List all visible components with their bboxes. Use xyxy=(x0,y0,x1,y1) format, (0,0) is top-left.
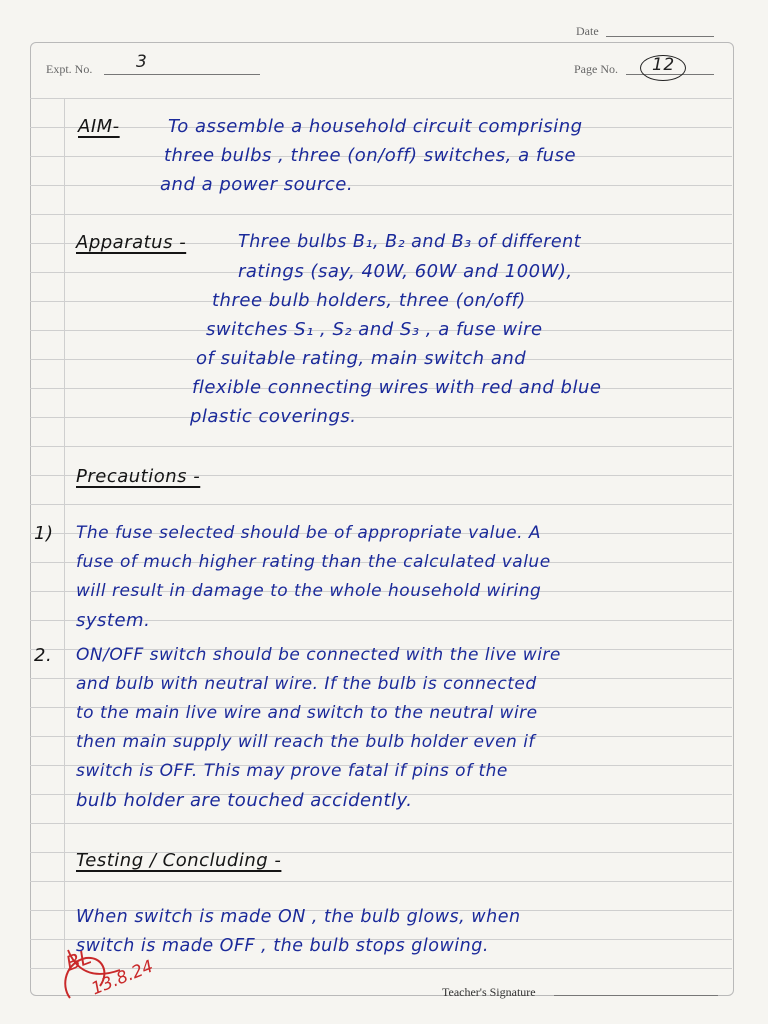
page-label: Page No. xyxy=(574,62,618,76)
precaution-line: to the main live wire and switch to the neutral wire xyxy=(76,703,538,723)
expt-label: Expt. No. xyxy=(46,62,93,76)
rule-line xyxy=(30,881,732,882)
rule-line xyxy=(30,504,732,505)
rule-line xyxy=(30,446,732,447)
precaution-line: switch is OFF. This may prove fatal if pins of the xyxy=(76,761,508,781)
precaution-line: and bulb with neutral wire. If the bulb is connected xyxy=(76,674,537,694)
apparatus-line: three bulb holders, three (on/off) xyxy=(212,290,526,311)
rule-line xyxy=(30,185,732,186)
apparatus-line: Three bulbs B₁, B₂ and B₃ of different xyxy=(238,232,582,252)
date-line xyxy=(606,36,714,37)
rule-line xyxy=(30,823,732,824)
testing-heading: Testing / Concluding - xyxy=(76,850,282,871)
rule-line xyxy=(30,417,732,418)
rule-line xyxy=(30,214,732,215)
precaution-line: system. xyxy=(76,610,151,631)
apparatus-line: plastic coverings. xyxy=(190,406,357,427)
apparatus-line: flexible connecting wires with red and blue xyxy=(192,377,602,398)
precaution-line: fuse of much higher rating than the calculated value xyxy=(76,552,551,572)
expt-line xyxy=(104,74,260,75)
aim-heading: AIM- xyxy=(78,116,120,137)
precaution-line: The fuse selected should be of appropriate value. A xyxy=(76,523,542,543)
teacher-signature-line xyxy=(554,995,718,996)
precautions-heading: Precautions - xyxy=(76,466,201,487)
precaution-line: bulb holder are touched accidently. xyxy=(76,790,413,811)
precaution-number: 2. xyxy=(34,645,53,666)
precaution-line: ON/OFF switch should be connected with the live wire xyxy=(76,645,561,665)
teacher-initials: BL xyxy=(62,944,95,976)
page-number: 12 xyxy=(652,55,675,75)
testing-line: When switch is made ON , the bulb glows, when xyxy=(76,907,521,927)
aim-line: and a power source. xyxy=(160,174,354,195)
precaution-number: 1) xyxy=(34,523,54,544)
precaution-line: then main supply will reach the bulb holder even if xyxy=(76,732,535,752)
date-label: Date xyxy=(576,24,599,38)
testing-line: switch is made OFF , the bulb stops glowing. xyxy=(76,936,489,956)
teacher-signature-label: Teacher's Signature xyxy=(442,985,536,999)
aim-line: three bulbs , three (on/off) switches, a fuse xyxy=(164,145,577,166)
apparatus-line: switches S₁ , S₂ and S₃ , a fuse wire xyxy=(206,319,543,340)
precaution-line: will result in damage to the whole household wiring xyxy=(76,581,542,601)
apparatus-heading: Apparatus - xyxy=(76,232,187,253)
teacher-date: 13.8.24 xyxy=(88,956,157,1000)
expt-number: 3 xyxy=(136,52,148,72)
apparatus-line: ratings (say, 40W, 60W and 100W), xyxy=(238,261,573,282)
aim-line: To assemble a household circuit comprising xyxy=(168,116,583,137)
apparatus-line: of suitable rating, main switch and xyxy=(196,348,527,369)
margin-line xyxy=(64,98,65,968)
rule-line xyxy=(30,98,732,99)
